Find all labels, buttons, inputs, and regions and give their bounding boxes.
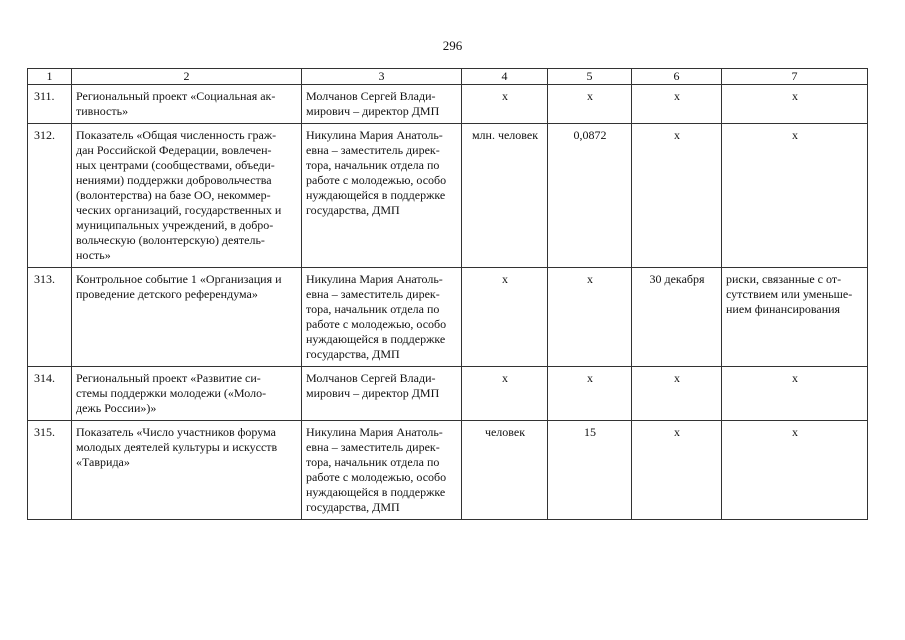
date-cell: x <box>632 124 722 268</box>
event-name: Контрольное событие 1 «Организация и проведение детского референдума» <box>72 268 302 367</box>
page-number: 296 <box>442 38 463 53</box>
date-cell: x <box>632 367 722 421</box>
unit-cell: x <box>462 367 548 421</box>
responsible-person: Никулина Мария Анатоль- евна – заместитель дирек- тора, начальник отдела по работе с молодежью, особо нуждающейся в поддержке государства, ДМП <box>302 124 462 268</box>
row-number: 315. <box>28 421 72 520</box>
event-name: Показатель «Общая численность граж- дан Российской Федерации, вовлечен- ных центрами (сообществами, объеди- нениями) поддержки добровольчества (волонтерства) на базе ОО, некоммер- ческих организаций, государственных и муниципальных учреждений, в добро- вольческую (волонтерскую) деятель- ность» <box>72 124 302 268</box>
column-header: 2 <box>72 69 302 85</box>
column-header: 5 <box>548 69 632 85</box>
event-name: Региональный проект «Социальная ак- тивность» <box>72 85 302 124</box>
responsible-person: Молчанов Сергей Влади- мирович – директор ДМП <box>302 85 462 124</box>
event-name: Региональный проект «Развитие си- стемы поддержки молодежи («Моло- дежь России»)» <box>72 367 302 421</box>
responsible-person: Никулина Мария Анатоль- евна – заместитель дирек- тора, начальник отдела по работе с молодежью, особо нуждающейся в поддержке государства, ДМП <box>302 268 462 367</box>
risk-cell: x <box>722 124 868 268</box>
column-header: 6 <box>632 69 722 85</box>
value-cell: 0,0872 <box>548 124 632 268</box>
date-cell: 30 декабря <box>632 268 722 367</box>
event-name: Показатель «Число участников форума молодых деятелей культуры и искусств «Таврида» <box>72 421 302 520</box>
row-number: 311. <box>28 85 72 124</box>
column-header: 3 <box>302 69 462 85</box>
risk-cell: x <box>722 85 868 124</box>
table-row <box>28 421 868 520</box>
plan-table <box>27 68 868 520</box>
table-header-row <box>28 69 868 85</box>
row-number: 314. <box>28 367 72 421</box>
value-cell: x <box>548 268 632 367</box>
table-row <box>28 85 868 124</box>
table-row <box>28 124 868 268</box>
responsible-person: Молчанов Сергей Влади- мирович – директор ДМП <box>302 367 462 421</box>
risk-cell: риски, связанные с от- сутствием или уменьше- нием финансирования <box>722 268 868 367</box>
unit-cell: x <box>462 85 548 124</box>
row-number: 312. <box>28 124 72 268</box>
value-cell: x <box>548 85 632 124</box>
unit-cell: млн. человек <box>462 124 548 268</box>
value-cell: 15 <box>548 421 632 520</box>
unit-cell: x <box>462 268 548 367</box>
column-header: 1 <box>28 69 72 85</box>
table-row <box>28 367 868 421</box>
date-cell: x <box>632 85 722 124</box>
date-cell: x <box>632 421 722 520</box>
risk-cell: x <box>722 421 868 520</box>
risk-cell: x <box>722 367 868 421</box>
column-header: 7 <box>722 69 868 85</box>
column-header: 4 <box>462 69 548 85</box>
responsible-person: Никулина Мария Анатоль- евна – заместитель дирек- тора, начальник отдела по работе с молодежью, особо нуждающейся в поддержке государства, ДМП <box>302 421 462 520</box>
table-row <box>28 268 868 367</box>
unit-cell: человек <box>462 421 548 520</box>
value-cell: x <box>548 367 632 421</box>
row-number: 313. <box>28 268 72 367</box>
